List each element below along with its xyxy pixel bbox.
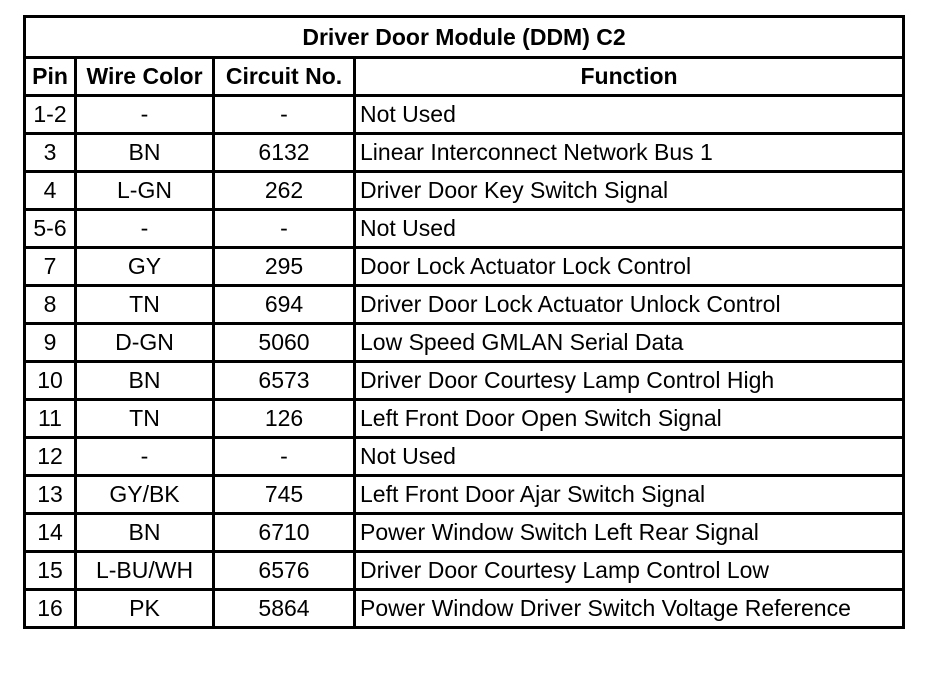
circuit-no-cell: 694 [214,286,355,324]
wire-color-cell: TN [76,400,214,438]
circuit-no-cell: 6132 [214,134,355,172]
pin-cell: 14 [25,514,76,552]
wire-color-cell: GY/BK [76,476,214,514]
function-cell: Driver Door Courtesy Lamp Control Low [355,552,904,590]
pin-cell: 10 [25,362,76,400]
wire-color-cell: D-GN [76,324,214,362]
header-function: Function [355,58,904,96]
header-circuit-no: Circuit No. [214,58,355,96]
table-row [25,476,904,514]
wire-color-cell: - [76,96,214,134]
wire-color-cell: BN [76,134,214,172]
table-row [25,134,904,172]
table-row [25,96,904,134]
function-cell: Left Front Door Open Switch Signal [355,400,904,438]
header-wire-color: Wire Color [76,58,214,96]
table-title-row [25,17,904,58]
table-row [25,172,904,210]
pin-cell: 1-2 [25,96,76,134]
circuit-no-cell: 5060 [214,324,355,362]
table-row [25,324,904,362]
table-row [25,400,904,438]
connector-table-container [23,15,902,629]
wire-color-cell: L-BU/WH [76,552,214,590]
circuit-no-cell: 6573 [214,362,355,400]
header-pin: Pin [25,58,76,96]
function-cell: Linear Interconnect Network Bus 1 [355,134,904,172]
wire-color-cell: L-GN [76,172,214,210]
function-cell: Door Lock Actuator Lock Control [355,248,904,286]
circuit-no-cell: - [214,210,355,248]
pin-cell: 4 [25,172,76,210]
table-row [25,514,904,552]
circuit-no-cell: 262 [214,172,355,210]
circuit-no-cell: 745 [214,476,355,514]
circuit-no-cell: 6576 [214,552,355,590]
circuit-no-cell: 295 [214,248,355,286]
function-cell: Power Window Switch Left Rear Signal [355,514,904,552]
pin-cell: 11 [25,400,76,438]
table-row [25,552,904,590]
pin-cell: 9 [25,324,76,362]
wire-color-cell: - [76,438,214,476]
table-header-row [25,58,904,96]
table-row [25,590,904,628]
function-cell: Driver Door Courtesy Lamp Control High [355,362,904,400]
wire-color-cell: TN [76,286,214,324]
pin-cell: 12 [25,438,76,476]
circuit-no-cell: 126 [214,400,355,438]
pin-cell: 8 [25,286,76,324]
table-row [25,210,904,248]
pin-cell: 13 [25,476,76,514]
function-cell: Not Used [355,210,904,248]
wire-color-cell: PK [76,590,214,628]
pin-cell: 5-6 [25,210,76,248]
pin-cell: 16 [25,590,76,628]
function-cell: Power Window Driver Switch Voltage Reference [355,590,904,628]
wire-color-cell: BN [76,362,214,400]
function-cell: Driver Door Lock Actuator Unlock Control [355,286,904,324]
wire-color-cell: GY [76,248,214,286]
circuit-no-cell: - [214,96,355,134]
pin-cell: 15 [25,552,76,590]
function-cell: Not Used [355,96,904,134]
wire-color-cell: BN [76,514,214,552]
function-cell: Low Speed GMLAN Serial Data [355,324,904,362]
table-row [25,286,904,324]
circuit-no-cell: - [214,438,355,476]
pin-cell: 7 [25,248,76,286]
circuit-no-cell: 6710 [214,514,355,552]
table-row [25,248,904,286]
table-row [25,438,904,476]
table-body [25,96,904,628]
function-cell: Driver Door Key Switch Signal [355,172,904,210]
pin-cell: 3 [25,134,76,172]
table-row [25,362,904,400]
table-title: Driver Door Module (DDM) C2 [25,17,904,58]
circuit-no-cell: 5864 [214,590,355,628]
function-cell: Left Front Door Ajar Switch Signal [355,476,904,514]
function-cell: Not Used [355,438,904,476]
connector-pinout-table [23,15,905,629]
wire-color-cell: - [76,210,214,248]
